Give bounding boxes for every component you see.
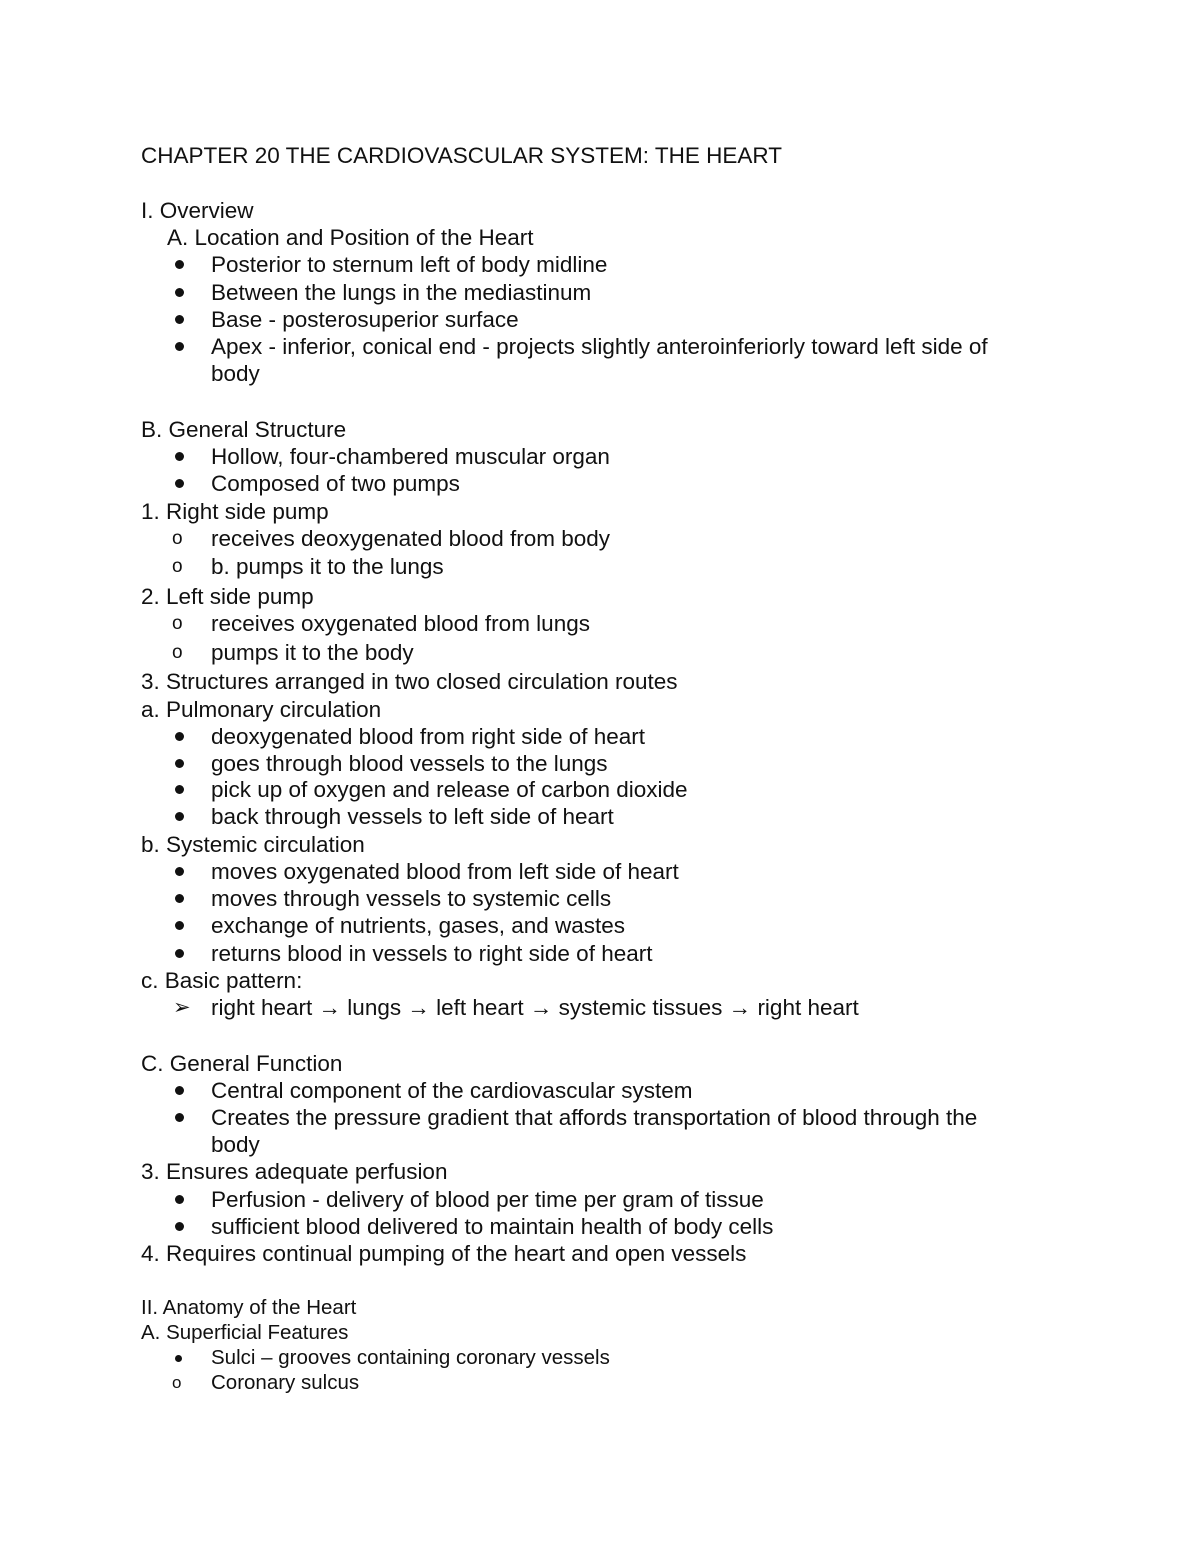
- list-item: back through vessels to left side of heart: [211, 804, 614, 829]
- numbered-heading: 4. Requires continual pumping of the heart and open vessels: [141, 1241, 747, 1266]
- bullet-dot-icon: [170, 912, 192, 939]
- bullet-dot-icon: [170, 1213, 192, 1240]
- list-item: returns blood in vessels to right side of heart: [211, 941, 653, 966]
- list-item: Composed of two pumps: [211, 471, 460, 496]
- list-item: Apex - inferior, conical end - projects slightly anteroinferiorly toward left side of: [211, 334, 988, 359]
- list-item: Base - posterosuperior surface: [211, 307, 519, 332]
- bullet-dot-icon: [170, 333, 192, 360]
- section-heading: I. Overview: [141, 198, 254, 223]
- list-item: exchange of nutrients, gases, and wastes: [211, 913, 626, 938]
- bullet-dot-icon: [170, 940, 192, 967]
- bullet-arrow-icon: ➢: [173, 996, 191, 1019]
- lettered-heading: a. Pulmonary circulation: [141, 697, 382, 722]
- list-item: moves oxygenated blood from left side of heart: [211, 859, 679, 884]
- bullet-circle-icon: o: [172, 642, 183, 663]
- list-item: pumps it to the body: [211, 640, 414, 665]
- list-item: sufficient blood delivered to maintain health of body cells: [211, 1214, 774, 1239]
- numbered-heading: 1. Right side pump: [141, 499, 329, 524]
- numbered-heading: 3. Ensures adequate perfusion: [141, 1159, 448, 1184]
- list-item: goes through blood vessels to the lungs: [211, 751, 608, 776]
- bullet-dot-icon: [170, 1077, 192, 1104]
- list-item: moves through vessels to systemic cells: [211, 886, 612, 911]
- list-item: Hollow, four-chambered muscular organ: [211, 444, 610, 469]
- list-item: receives deoxygenated blood from body: [211, 526, 611, 551]
- bullet-dot-icon: [170, 1104, 192, 1131]
- bullet-dot-icon: [170, 1345, 192, 1372]
- chapter-title: CHAPTER 20 THE CARDIOVASCULAR SYSTEM: THE HEART: [141, 143, 782, 168]
- list-item: receives oxygenated blood from lungs: [211, 611, 590, 636]
- list-item-continuation: body: [211, 1132, 260, 1157]
- list-item: right heart → lungs → left heart → systemic tissues → right heart: [211, 995, 859, 1020]
- bullet-dot-icon: [170, 885, 192, 912]
- bullet-circle-icon: o: [172, 528, 183, 549]
- list-item: b. pumps it to the lungs: [211, 554, 444, 579]
- lettered-heading: b. Systemic circulation: [141, 832, 365, 857]
- bullet-dot-icon: [170, 776, 192, 803]
- bullet-dot-icon: [170, 279, 192, 306]
- bullet-dot-icon: [170, 1186, 192, 1213]
- list-item: Between the lungs in the mediastinum: [211, 280, 592, 305]
- bullet-dot-icon: [170, 470, 192, 497]
- numbered-heading: 3. Structures arranged in two closed circulation routes: [141, 669, 678, 694]
- subsection-heading: A. Location and Position of the Heart: [167, 225, 534, 250]
- list-item: Perfusion - delivery of blood per time per gram of tissue: [211, 1187, 764, 1212]
- bullet-dot-icon: [170, 750, 192, 777]
- list-item: deoxygenated blood from right side of heart: [211, 724, 646, 749]
- bullet-circle-icon: o: [172, 1373, 182, 1392]
- bullet-dot-icon: [170, 251, 192, 278]
- list-item: pick up of oxygen and release of carbon dioxide: [211, 777, 688, 802]
- list-item-continuation: body: [211, 361, 260, 386]
- bullet-dot-icon: [170, 803, 192, 830]
- section-heading: II. Anatomy of the Heart: [141, 1296, 357, 1319]
- list-item: Creates the pressure gradient that affords transportation of blood through the: [211, 1105, 978, 1130]
- list-item: Sulci – grooves containing coronary vessels: [211, 1346, 610, 1369]
- list-item: Coronary sulcus: [211, 1371, 360, 1394]
- numbered-heading: 2. Left side pump: [141, 584, 314, 609]
- list-item: Central component of the cardiovascular system: [211, 1078, 693, 1103]
- bullet-circle-icon: o: [172, 556, 183, 577]
- bullet-dot-icon: [170, 723, 192, 750]
- subsection-heading: B. General Structure: [141, 417, 347, 442]
- bullet-dot-icon: [170, 306, 192, 333]
- list-item: Posterior to sternum left of body midline: [211, 252, 608, 277]
- bullet-dot-icon: [170, 858, 192, 885]
- subsection-heading: A. Superficial Features: [141, 1321, 349, 1344]
- bullet-dot-icon: [170, 443, 192, 470]
- lettered-heading: c. Basic pattern:: [141, 968, 303, 993]
- bullet-circle-icon: o: [172, 613, 183, 634]
- subsection-heading: C. General Function: [141, 1051, 343, 1076]
